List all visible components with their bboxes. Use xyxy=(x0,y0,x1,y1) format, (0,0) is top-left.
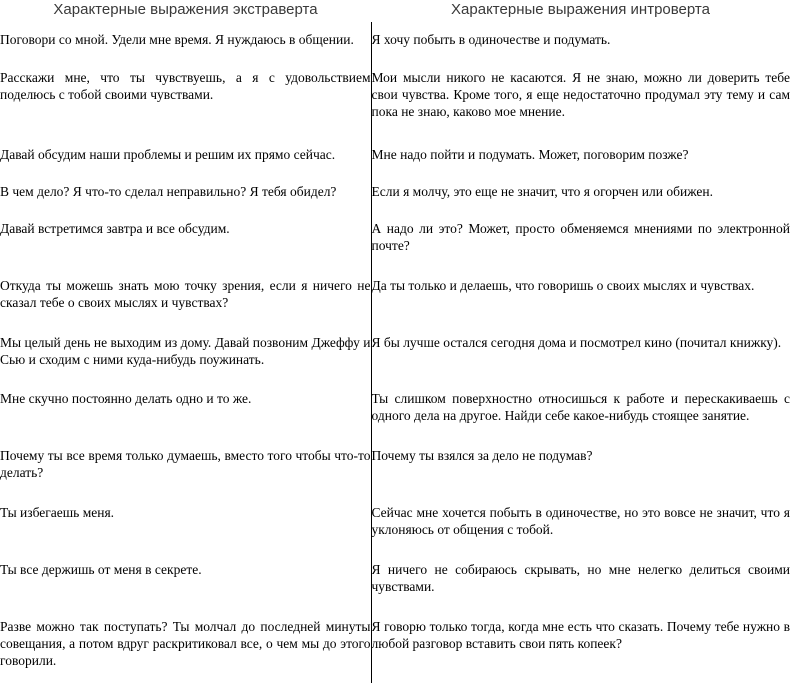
introvert-phrase: Сейчас мне хочется побыть в одиночестве, но это вовсе не значит, что я уклоняюсь от общения с тобой. xyxy=(371,505,790,538)
extravert-phrase: Почему ты все время только думаешь, вместо того чтобы что-то делать? xyxy=(0,447,371,504)
extravert-phrase: В чем дело? Я что-то сделал неправильно? Я тебя обидел? xyxy=(0,183,371,220)
introvert-phrase: Я хочу побыть в одиночестве и подумать. xyxy=(371,32,611,47)
introvert-phrase: Я говорю только тогда, когда мне есть что сказать. Почему тебе нужно в любой разговор вставить свои пять копеек? xyxy=(371,618,790,651)
extravert-phrase: Давай обсудим наши проблемы и решим их прямо сейчас. xyxy=(0,146,371,183)
introvert-phrase: Почему ты взялся за дело не подумав? xyxy=(371,448,593,464)
extravert-phrase: Разве можно так поступать? Ты молчал до последней минуты совещания, а потом вдруг раскритиковал все, о чем мы до этого говорили. xyxy=(0,618,371,683)
comparison-row xyxy=(0,69,790,146)
extravert-phrase: Мне скучно постоянно делать одно и то же. xyxy=(0,390,371,447)
column-header-extravert: Характерные выражения экстраверта xyxy=(53,1,318,18)
introvert-phrase: Я ничего не собираюсь скрывать, но мне нелегко делиться своими чувствами. xyxy=(371,561,790,594)
extravert-phrase: Мы целый день не выходим из дому. Давай позвоним Джеффу и Сью и сходим с ними куда-нибудь поужинать. xyxy=(0,334,371,391)
introvert-phrase: Мои мысли никого не касаются. Я не знаю, можно ли доверить тебе свои чувства. Кроме того, я еще недостаточно продумал эту тему и сам пока не знаю, каково мое мнение. xyxy=(371,70,790,120)
introvert-phrase: Ты слишком поверхностно относишься к работе и перескакиваешь с одного дела на другое. Найди себе какое-нибудь стоящее занятие. xyxy=(371,391,790,424)
comparison-row xyxy=(0,504,790,561)
comparison-row xyxy=(0,334,790,391)
introvert-phrase: Да ты только и делаешь, что говоришь о своих мыслях и чувствах. xyxy=(371,277,755,293)
comparison-row xyxy=(0,22,790,69)
extravert-phrase: Давай встретимся завтра и все обсудим. xyxy=(0,220,371,277)
comparison-row xyxy=(0,183,790,220)
extravert-phrase: Ты все держишь от меня в секрете. xyxy=(0,561,371,618)
comparison-row xyxy=(0,220,790,277)
comparison-row xyxy=(0,447,790,504)
extravert-phrase: Откуда ты можешь знать мою точку зрения, если я ничего не сказал тебе о своих мыслях и чувствах? xyxy=(0,277,371,334)
introvert-phrase: Я бы лучше остался сегодня дома и посмотрел кино (почитал книжку). xyxy=(371,334,782,350)
introvert-phrase: Если я молчу, это еще не значит, что я огорчен или обижен. xyxy=(371,184,713,200)
introvert-phrase: А надо ли это? Может, просто обменяемся мнениями по электронной почте? xyxy=(371,220,790,253)
comparison-row xyxy=(0,146,790,183)
extravert-phrase: Ты избегаешь меня. xyxy=(0,504,371,561)
extravert-phrase: Поговори со мной. Удели мне время. Я нуждаюсь в общении. xyxy=(0,22,371,69)
comparison-row xyxy=(0,618,790,683)
comparison-row xyxy=(0,390,790,447)
extravert-phrase: Расскажи мне, что ты чувствуешь, а я с удовольствием поделюсь с тобой своими чувствами. xyxy=(0,69,371,146)
column-headers xyxy=(0,0,790,22)
comparison-table xyxy=(0,22,790,683)
column-header-introvert: Характерные выражения интроверта xyxy=(451,1,710,18)
comparison-row xyxy=(0,561,790,618)
comparison-row xyxy=(0,277,790,334)
introvert-phrase: Мне надо пойти и подумать. Может, поговорим позже? xyxy=(371,147,689,163)
